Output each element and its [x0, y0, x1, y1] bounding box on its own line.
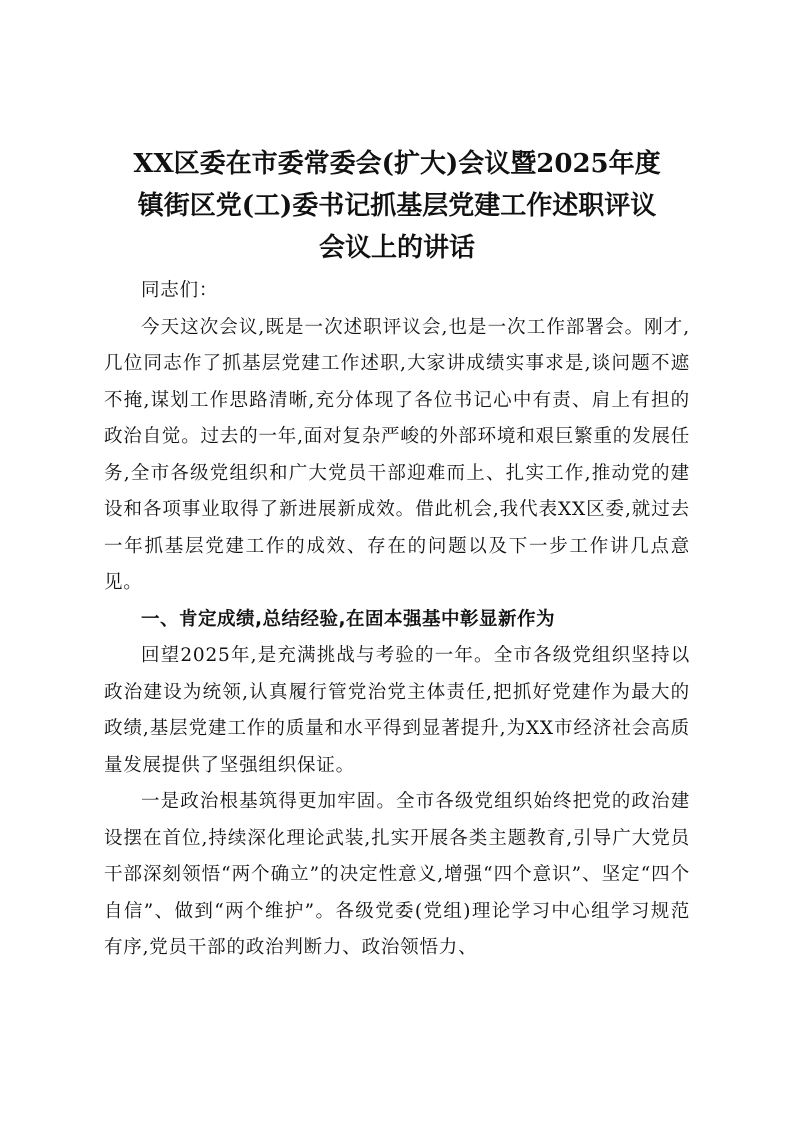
document-body [104, 273, 690, 967]
title-line-2: 镇街区党(工)委书记抓基层党建工作述职评议 [137, 191, 657, 221]
salutation: 同志们： [141, 280, 219, 301]
document-title [104, 143, 690, 269]
document-page [104, 143, 690, 967]
title-line-3: 会议上的讲话 [318, 233, 475, 263]
section-heading-1: 一、肯定成绩,总结经验,在固本强基中彰显新作为 [141, 608, 556, 630]
opening-paragraph: 今天这次会议,既是一次述职评议会,也是一次工作部署会。刚才,几位同志作了抓基层党建工作述职,大家讲成绩实事求是,谈问题不遮不掩,谋划工作思路清晰,充分体现了各位书记心中有责、肩上有担的政治自觉。过去的一年,面对复杂严峻的外部环境和艰巨繁重的发展任务,全市各级党组织和广大党员干部迎难而上、扎实工作,推动党的建设和各项事业取得了新进展新成效。借此机会,我代表XX区委,就过去一年抓基层党建工作的成效、存在的问题以及下一步工作讲几点意见。 [104, 316, 690, 593]
section-paragraph-1: 回望2025年,是充满挑战与考验的一年。全市各级党组织坚持以政治建设为统领,认真履行管党治党主体责任,把抓好党建作为最大的政绩,基层党建工作的质量和水平得到显著提升,为XX市经济社会高质量发展提供了坚强组织保证。 [104, 645, 690, 776]
title-line-1: XX区委在市委常委会(扩大)会议暨2025年度 [133, 149, 661, 179]
section-paragraph-2: 一是政治根基筑得更加牢固。全市各级党组织始终把党的政治建设摆在首位,持续深化理论武装,扎实开展各类主题教育,引导广大党员干部深刻领悟“两个确立”的决定性意义,增强“四个意识”、坚定“四个自信”、做到“两个维护”。各级党委(党组)理论学习中心组学习规范有序,党员干部的政治判断力、政治领悟力、 [104, 791, 690, 958]
